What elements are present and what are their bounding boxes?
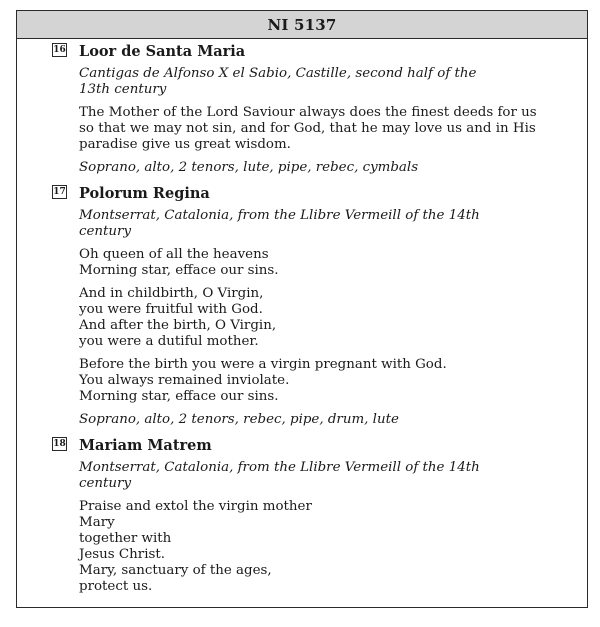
- text-line: paradise give us great wisdom.: [79, 137, 291, 152]
- stanza: [79, 247, 565, 279]
- text-line: protect us.: [79, 579, 153, 594]
- source-line: Montserrat, Catalonia, from the Llibre Vermeill of the 14th: [79, 208, 480, 223]
- track-title: Loor de Santa Maria: [79, 42, 246, 60]
- track-instruments: Soprano, alto, 2 tenors, rebec, pipe, drum, lute: [79, 412, 399, 427]
- text-line: Morning star, efface our sins.: [79, 263, 279, 278]
- source-line: century: [79, 476, 132, 491]
- text-line: Jesus Christ.: [79, 547, 165, 562]
- track-header: [53, 182, 565, 204]
- track-text: [79, 105, 565, 153]
- track-source: [79, 208, 565, 240]
- track-number-badge: 17: [52, 185, 67, 199]
- track-number-badge: 18: [52, 437, 67, 451]
- track-header: [53, 434, 565, 456]
- catalog-number: NI 5137: [267, 15, 337, 34]
- track-listing: [53, 40, 565, 601]
- track-text: [79, 499, 565, 595]
- track-source: [79, 66, 565, 98]
- catalog-header: [17, 11, 587, 39]
- text-line: And in childbirth, O Virgin,: [79, 286, 264, 301]
- source-line: Montserrat, Catalonia, from the Llibre Vermeill of the 14th: [79, 460, 480, 475]
- text-line: together with: [79, 531, 172, 546]
- text-line: so that we may not sin, and for God, that he may love us and in His: [79, 121, 536, 136]
- track-title: Polorum Regina: [79, 184, 210, 202]
- text-line: You always remained inviolate.: [79, 373, 290, 388]
- source-line: century: [79, 224, 132, 239]
- track-18: [53, 434, 565, 595]
- track-17: [53, 182, 565, 428]
- stanza: [79, 286, 565, 350]
- text-line: Before the birth you were a virgin pregnant with God.: [79, 357, 447, 372]
- text-line: Morning star, efface our sins.: [79, 389, 279, 404]
- text-line: Mary, sanctuary of the ages,: [79, 563, 272, 578]
- track-source: [79, 460, 565, 492]
- track-number-badge: 16: [52, 43, 67, 57]
- text-line: The Mother of the Lord Saviour always does the finest deeds for us: [79, 105, 537, 120]
- stanza: [79, 357, 565, 405]
- text-line: you were fruitful with God.: [79, 302, 263, 317]
- track-title: Mariam Matrem: [79, 436, 212, 454]
- source-line: Cantigas de Alfonso X el Sabio, Castille, second half of the: [79, 66, 477, 81]
- track-16: [53, 40, 565, 176]
- text-line: Oh queen of all the heavens: [79, 247, 269, 262]
- text-line: Praise and extol the virgin mother: [79, 499, 312, 514]
- text-line: you were a dutiful mother.: [79, 334, 259, 349]
- text-line: Mary: [79, 515, 115, 530]
- track-instruments: Soprano, alto, 2 tenors, lute, pipe, rebec, cymbals: [79, 160, 419, 175]
- track-header: [53, 40, 565, 62]
- text-line: And after the birth, O Virgin,: [79, 318, 277, 333]
- source-line: 13th century: [79, 82, 167, 97]
